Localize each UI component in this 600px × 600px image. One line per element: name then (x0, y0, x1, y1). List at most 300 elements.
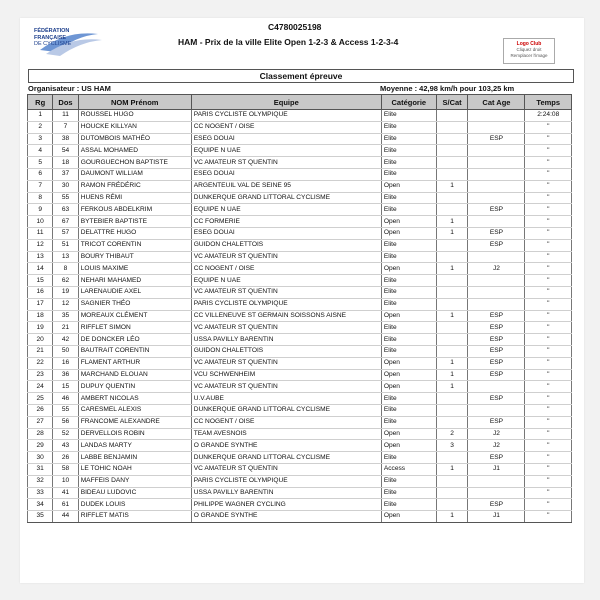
cell-bib: 42 (53, 334, 78, 346)
cell-time: " (525, 298, 572, 310)
cell-age-cat (468, 145, 525, 157)
cell-time: " (525, 357, 572, 369)
cell-rank: 3 (28, 133, 53, 145)
cell-age-cat: ESP (468, 393, 525, 405)
cell-rank: 21 (28, 345, 53, 357)
cell-name: DUDEK LOUIS (78, 499, 191, 511)
cell-rank: 8 (28, 192, 53, 204)
cell-rank: 1 (28, 110, 53, 122)
cell-team: CC NOGENT / OISE (191, 121, 381, 133)
cell-age-cat (468, 180, 525, 192)
table-row (28, 511, 572, 523)
cell-team: VC AMATEUR ST QUENTIN (191, 286, 381, 298)
table-row (28, 239, 572, 251)
cell-subcat: 1 (436, 180, 468, 192)
cell-rank: 12 (28, 239, 53, 251)
cell-rank: 31 (28, 463, 53, 475)
cell-subcat (436, 416, 468, 428)
cell-team: VC AMATEUR ST QUENTIN (191, 463, 381, 475)
cell-category: Elite (381, 239, 436, 251)
cell-team: GUIDON CHALETTOIS (191, 345, 381, 357)
cell-subcat (436, 298, 468, 310)
cell-team: VC AMATEUR ST QUENTIN (191, 322, 381, 334)
cell-subcat (436, 487, 468, 499)
cell-rank: 17 (28, 298, 53, 310)
cell-rank: 29 (28, 440, 53, 452)
cell-rank: 4 (28, 145, 53, 157)
cell-team: PARIS CYCLISTE OLYMPIQUE (191, 475, 381, 487)
cell-age-cat (468, 110, 525, 122)
column-header-name: NOM Prénom (78, 95, 191, 110)
cell-subcat: 3 (436, 440, 468, 452)
cell-name: BIDEAU LUDOVIC (78, 487, 191, 499)
cell-category: Elite (381, 345, 436, 357)
cell-rank: 25 (28, 393, 53, 405)
cell-category: Elite (381, 133, 436, 145)
cell-category: Elite (381, 192, 436, 204)
cell-team: EQUIPE N UAE (191, 145, 381, 157)
cell-time: " (525, 511, 572, 523)
table-row (28, 381, 572, 393)
cell-team: O GRANDE SYNTHE (191, 440, 381, 452)
cell-bib: 37 (53, 168, 78, 180)
cell-category: Elite (381, 286, 436, 298)
cell-rank: 19 (28, 322, 53, 334)
cell-age-cat (468, 487, 525, 499)
cell-subcat: 1 (436, 310, 468, 322)
cell-rank: 15 (28, 275, 53, 287)
cell-subcat (436, 334, 468, 346)
cell-bib: 54 (53, 145, 78, 157)
cell-category: Open (381, 227, 436, 239)
cell-bib: 56 (53, 416, 78, 428)
cell-time: " (525, 168, 572, 180)
cell-age-cat (468, 121, 525, 133)
cell-category: Elite (381, 145, 436, 157)
table-row (28, 216, 572, 228)
cell-time: " (525, 393, 572, 405)
results-table (27, 94, 572, 523)
cell-category: Open (381, 357, 436, 369)
federation-line-2: FRANÇAISE (34, 34, 67, 41)
cell-team: PHILIPPE WAGNER CYCLING (191, 499, 381, 511)
cell-bib: 58 (53, 463, 78, 475)
table-row (28, 487, 572, 499)
cell-name: MAFFEIS DANY (78, 475, 191, 487)
cell-team: CC FORMERIE (191, 216, 381, 228)
cell-subcat: 1 (436, 369, 468, 381)
cell-subcat (436, 192, 468, 204)
cell-age-cat: J1 (468, 463, 525, 475)
cell-age-cat (468, 275, 525, 287)
cell-team: CC VILLENEUVE ST GERMAIN SOISSONS AISNE (191, 310, 381, 322)
cell-rank: 24 (28, 381, 53, 393)
cell-time: " (525, 334, 572, 346)
cell-bib: 15 (53, 381, 78, 393)
cell-category: Elite (381, 322, 436, 334)
cell-name: FLAMENT ARTHUR (78, 357, 191, 369)
cell-category: Elite (381, 251, 436, 263)
cell-time: " (525, 227, 572, 239)
cell-team: DUNKERQUE GRAND LITTORAL CYCLISME (191, 404, 381, 416)
cell-bib: 43 (53, 440, 78, 452)
cell-bib: 19 (53, 286, 78, 298)
cell-rank: 35 (28, 511, 53, 523)
race-title: HAM - Prix de la ville Elite Open 1-2-3 & Access 1-2-3-4 (178, 37, 399, 47)
table-row (28, 404, 572, 416)
cell-bib: 38 (53, 133, 78, 145)
cell-age-cat (468, 157, 525, 169)
column-header-subcat: S/Cat (436, 95, 468, 110)
cell-team: VC AMATEUR ST QUENTIN (191, 157, 381, 169)
cell-name: DELATTRE HUGO (78, 227, 191, 239)
cell-bib: 67 (53, 216, 78, 228)
cell-subcat (436, 110, 468, 122)
table-row (28, 369, 572, 381)
cell-subcat (436, 475, 468, 487)
cell-time: " (525, 216, 572, 228)
cell-bib: 44 (53, 511, 78, 523)
cell-team: DUNKERQUE GRAND LITTORAL CYCLISME (191, 192, 381, 204)
cell-subcat: 2 (436, 428, 468, 440)
cell-name: FRANCOME ALEXANDRE (78, 416, 191, 428)
cell-bib: 35 (53, 310, 78, 322)
cell-time: " (525, 404, 572, 416)
cell-time: " (525, 310, 572, 322)
cell-bib: 55 (53, 192, 78, 204)
cell-bib: 8 (53, 263, 78, 275)
cell-name: CARESMEL ALEXIS (78, 404, 191, 416)
table-row (28, 298, 572, 310)
cell-team: VC AMATEUR ST QUENTIN (191, 251, 381, 263)
cell-team: ESEG DOUAI (191, 133, 381, 145)
cell-team: PARIS CYCLISTE OLYMPIQUE (191, 298, 381, 310)
cell-subcat (436, 345, 468, 357)
cell-time: " (525, 428, 572, 440)
cell-bib: 11 (53, 110, 78, 122)
table-row (28, 251, 572, 263)
table-row (28, 310, 572, 322)
cell-bib: 26 (53, 452, 78, 464)
cell-time: " (525, 322, 572, 334)
cell-name: HOUCKE KILLYAN (78, 121, 191, 133)
cell-time: " (525, 475, 572, 487)
table-row (28, 157, 572, 169)
cell-age-cat: ESP (468, 416, 525, 428)
cell-bib: 12 (53, 298, 78, 310)
cell-time: " (525, 192, 572, 204)
cell-subcat (436, 204, 468, 216)
table-row (28, 275, 572, 287)
cell-rank: 14 (28, 263, 53, 275)
table-row (28, 192, 572, 204)
cell-team: U.V.AUBE (191, 393, 381, 405)
cell-age-cat (468, 381, 525, 393)
club-logo-hint-2: Remplacer l'image (510, 53, 548, 58)
cell-time: " (525, 381, 572, 393)
cell-age-cat: ESP (468, 239, 525, 251)
cell-time: " (525, 133, 572, 145)
cell-team: EQUIPE N UAE (191, 275, 381, 287)
cell-bib: 13 (53, 251, 78, 263)
club-logo-hint-1: Cliquez droit (516, 47, 542, 52)
cell-rank: 30 (28, 452, 53, 464)
cell-name: AMBERT NICOLAS (78, 393, 191, 405)
cell-time: " (525, 121, 572, 133)
cell-age-cat (468, 475, 525, 487)
cell-subcat (436, 157, 468, 169)
cell-category: Elite (381, 487, 436, 499)
cell-rank: 10 (28, 216, 53, 228)
cell-team: GUIDON CHALETTOIS (191, 239, 381, 251)
cell-age-cat (468, 286, 525, 298)
cell-age-cat: J2 (468, 440, 525, 452)
cell-bib: 52 (53, 428, 78, 440)
cell-team: O GRANDE SYNTHE (191, 511, 381, 523)
table-row (28, 499, 572, 511)
cell-time: " (525, 180, 572, 192)
column-header-time: Temps (525, 95, 572, 110)
cell-subcat (436, 168, 468, 180)
cell-category: Elite (381, 121, 436, 133)
cell-name: BAUTRAIT CORENTIN (78, 345, 191, 357)
table-row (28, 416, 572, 428)
cell-team: TEAM AVESNOIS (191, 428, 381, 440)
cell-rank: 13 (28, 251, 53, 263)
cell-rank: 28 (28, 428, 53, 440)
cell-age-cat: ESP (468, 357, 525, 369)
cell-time: " (525, 239, 572, 251)
cell-name: DAUMONT WILLIAM (78, 168, 191, 180)
cell-subcat (436, 121, 468, 133)
cell-rank: 23 (28, 369, 53, 381)
cell-team: USSA PAVILLY BARENTIN (191, 487, 381, 499)
cell-name: TRICOT CORENTIN (78, 239, 191, 251)
table-row (28, 322, 572, 334)
cell-name: BYTEBIER BAPTISTE (78, 216, 191, 228)
cell-team: CC NOGENT / OISE (191, 416, 381, 428)
cell-category: Elite (381, 499, 436, 511)
cell-rank: 26 (28, 404, 53, 416)
cell-time: " (525, 157, 572, 169)
cell-age-cat: J2 (468, 428, 525, 440)
table-row (28, 463, 572, 475)
federation-line-3: DE CYCLISME (34, 41, 72, 47)
cell-name: FERKOUS ABDELKRIM (78, 204, 191, 216)
cell-category: Elite (381, 404, 436, 416)
cell-bib: 10 (53, 475, 78, 487)
cell-subcat (436, 239, 468, 251)
cell-subcat: 1 (436, 227, 468, 239)
cell-subcat (436, 286, 468, 298)
column-header-age-cat: Cat Age (468, 95, 525, 110)
cell-category: Elite (381, 298, 436, 310)
cell-subcat: 1 (436, 263, 468, 275)
cell-rank: 32 (28, 475, 53, 487)
cell-time: " (525, 251, 572, 263)
cell-rank: 5 (28, 157, 53, 169)
cell-name: RIFFLET SIMON (78, 322, 191, 334)
organizer: Organisateur : US HAM (28, 84, 111, 93)
table-row (28, 227, 572, 239)
cell-team: VCU SCHWENHEIM (191, 369, 381, 381)
cell-age-cat (468, 216, 525, 228)
table-row (28, 110, 572, 122)
cell-bib: 55 (53, 404, 78, 416)
cell-team: CC NOGENT / OISE (191, 263, 381, 275)
cell-category: Elite (381, 168, 436, 180)
cell-name: GOURGUECHON BAPTISTE (78, 157, 191, 169)
cell-subcat (436, 404, 468, 416)
cell-name: LOUIS MAXIME (78, 263, 191, 275)
cell-name: RIFFLET MATIS (78, 511, 191, 523)
cell-rank: 33 (28, 487, 53, 499)
cell-rank: 9 (28, 204, 53, 216)
cell-rank: 7 (28, 180, 53, 192)
cell-rank: 22 (28, 357, 53, 369)
cell-subcat (436, 393, 468, 405)
cell-age-cat: J2 (468, 263, 525, 275)
cell-subcat (436, 452, 468, 464)
cell-age-cat: ESP (468, 133, 525, 145)
cell-category: Elite (381, 475, 436, 487)
cell-name: LANDAS MARTY (78, 440, 191, 452)
cell-subcat (436, 251, 468, 263)
table-row (28, 168, 572, 180)
cell-subcat (436, 499, 468, 511)
column-header-bib: Dos (53, 95, 78, 110)
average-speed: Moyenne : 42,98 km/h pour 103,25 km (380, 84, 515, 93)
club-logo-label: Logo Club (516, 41, 542, 47)
cell-subcat: 1 (436, 357, 468, 369)
cell-time: " (525, 499, 572, 511)
cell-name: BOURY THIBAUT (78, 251, 191, 263)
cell-age-cat (468, 298, 525, 310)
cell-time: " (525, 345, 572, 357)
cell-name: HUENS RÉMI (78, 192, 191, 204)
cell-category: Access (381, 463, 436, 475)
cell-bib: 50 (53, 345, 78, 357)
cell-time: " (525, 145, 572, 157)
cell-name: ROUSSEL HUGO (78, 110, 191, 122)
table-row (28, 334, 572, 346)
cell-rank: 16 (28, 286, 53, 298)
cell-category: Open (381, 310, 436, 322)
cell-name: LABBE BENJAMIN (78, 452, 191, 464)
cell-age-cat: ESP (468, 227, 525, 239)
cell-subcat (436, 275, 468, 287)
cell-time: " (525, 416, 572, 428)
cell-team: VC AMATEUR ST QUENTIN (191, 381, 381, 393)
cell-team: ESEG DOUAI (191, 227, 381, 239)
cell-age-cat: ESP (468, 322, 525, 334)
cell-bib: 36 (53, 369, 78, 381)
table-row (28, 393, 572, 405)
cell-rank: 11 (28, 227, 53, 239)
table-row (28, 121, 572, 133)
cell-name: ASSAL MOHAMED (78, 145, 191, 157)
cell-category: Open (381, 428, 436, 440)
cell-time: " (525, 440, 572, 452)
cell-category: Elite (381, 204, 436, 216)
cell-time: " (525, 369, 572, 381)
cell-time: " (525, 263, 572, 275)
cell-age-cat (468, 192, 525, 204)
table-row (28, 345, 572, 357)
club-logo-placeholder (503, 38, 555, 64)
cell-age-cat: ESP (468, 345, 525, 357)
table-row (28, 263, 572, 275)
cell-name: DE DONCKER LÉO (78, 334, 191, 346)
cell-rank: 34 (28, 499, 53, 511)
cell-age-cat: ESP (468, 499, 525, 511)
cell-name: LE TOHIC NOAH (78, 463, 191, 475)
cell-time: " (525, 452, 572, 464)
cell-name: NEHARI MAHAMED (78, 275, 191, 287)
cell-age-cat: ESP (468, 204, 525, 216)
table-row (28, 180, 572, 192)
cell-bib: 62 (53, 275, 78, 287)
cell-subcat: 1 (436, 511, 468, 523)
cell-subcat (436, 322, 468, 334)
table-row (28, 428, 572, 440)
cell-rank: 18 (28, 310, 53, 322)
cell-category: Open (381, 216, 436, 228)
cell-category: Open (381, 369, 436, 381)
cell-time: " (525, 204, 572, 216)
cell-rank: 27 (28, 416, 53, 428)
cell-age-cat: ESP (468, 334, 525, 346)
cell-bib: 30 (53, 180, 78, 192)
cell-team: ARGENTEUIL VAL DE SEINE 95 (191, 180, 381, 192)
table-row (28, 286, 572, 298)
cell-age-cat (468, 404, 525, 416)
cell-name: LARENAUDIE AXEL (78, 286, 191, 298)
cell-name: RAMON FRÉDÉRIC (78, 180, 191, 192)
cell-name: DERVELLOIS ROBIN (78, 428, 191, 440)
cell-bib: 46 (53, 393, 78, 405)
cell-subcat: 1 (436, 216, 468, 228)
cell-subcat: 1 (436, 381, 468, 393)
race-id: C4780025198 (268, 22, 322, 32)
cell-bib: 57 (53, 227, 78, 239)
cell-age-cat (468, 168, 525, 180)
cell-bib: 16 (53, 357, 78, 369)
cell-bib: 41 (53, 487, 78, 499)
cell-time: " (525, 487, 572, 499)
cell-team: EQUIPE N UAE (191, 204, 381, 216)
cell-category: Open (381, 440, 436, 452)
cell-bib: 51 (53, 239, 78, 251)
cell-subcat (436, 145, 468, 157)
cell-category: Elite (381, 393, 436, 405)
cell-time: " (525, 463, 572, 475)
cell-time: 2:24:08 (525, 110, 572, 122)
cell-age-cat: ESP (468, 452, 525, 464)
column-header-category: Catégorie (381, 95, 436, 110)
cell-category: Elite (381, 334, 436, 346)
federation-logo-text (34, 28, 104, 48)
cell-time: " (525, 275, 572, 287)
cell-name: MOREAUX CLÉMENT (78, 310, 191, 322)
cell-team: ESEG DOUAI (191, 168, 381, 180)
federation-line-1: FÉDÉRATION (34, 28, 70, 34)
cell-name: SAGNIER THÉO (78, 298, 191, 310)
table-row (28, 133, 572, 145)
cell-category: Elite (381, 416, 436, 428)
cell-rank: 2 (28, 121, 53, 133)
cell-category: Elite (381, 452, 436, 464)
